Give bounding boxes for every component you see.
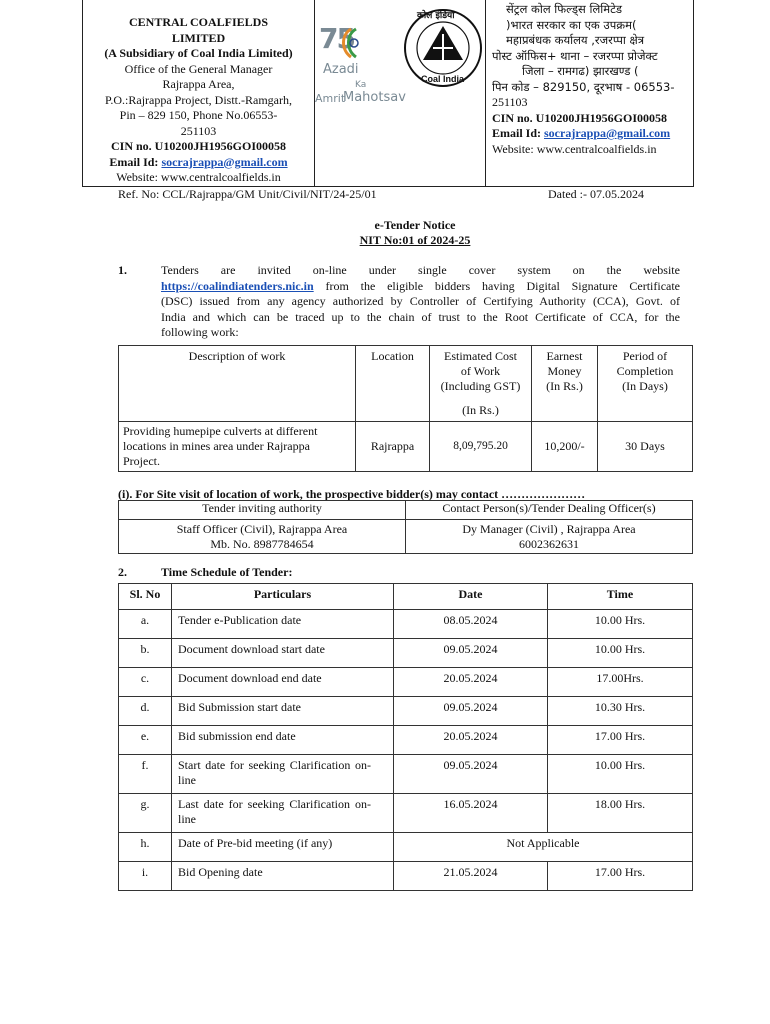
row-time: 18.00 Hrs. [548,794,693,833]
schedule-row [119,755,693,794]
company-name: CENTRAL COALFIELDS [128,15,269,29]
email-link[interactable]: socrajrappa@gmail.com [161,154,288,169]
work-earnest-money: 10,200/- [532,422,598,472]
row-date: 08.05.2024 [394,610,548,639]
header-particulars: Particulars [172,584,394,610]
row-particular: Document download end date [172,668,394,697]
para-1-line-5: following work: [161,325,239,339]
website-line: Website: www.centralcoalfields.in [116,170,281,184]
header-estimated-cost: Estimated Cost of Work (Including GST) (In Rs.) [430,346,532,422]
schedule-row [119,726,693,755]
contact-person: Dy Manager (Civil) , Rajrappa Area 6002362631 [406,520,693,554]
address-line-2: Pin – 829 150, Phone No.06553- [119,108,278,122]
row-time: 17.00Hrs. [548,668,693,697]
schedule-row [119,639,693,668]
site-visit-heading: (i). For Site visit of location of work, the prospective bidder(s) may contact ………………… [118,487,586,501]
hindi-line-3: महाप्रबंधक कर्यालय ,रजरप्पा क्षेत्र [506,33,645,47]
schedule-row [119,794,693,833]
row-sl-no: a. [119,610,172,639]
website-line-right: Website: www.centralcoalfields.in [492,141,657,156]
para-1-line-2: https://coalindiatenders.nic.in from the eligible bidders having Digital Signature Certificate [161,278,681,293]
row-sl-no: e. [119,726,172,755]
tender-authority-header: Tender inviting authority [119,501,406,520]
para-1-line-1 [161,263,680,279]
row-date: 20.05.2024 [394,668,548,697]
para-1 [161,263,680,341]
row-not-applicable: Not Applicable [394,833,693,862]
row-particular: Date of Pre-bid meeting (if any) [172,833,394,862]
logo-ka: Ka [355,80,367,90]
work-table-header [119,346,693,422]
row-time: 10.00 Hrs. [548,755,693,794]
para-1-line-4: India and which can be traced up to the chain of trust to the Root Certificate of CCA, for the [161,309,680,324]
coal-india-logo [403,2,483,94]
address-line-3: 251103 [180,123,217,138]
office-line: Office of the General Manager [124,61,273,76]
area-line: Rajrappa Area, [162,77,235,91]
hindi-line-6: पिन कोड – 829150, दूरभाष - 06553- [492,79,675,94]
work-estimated-cost: 8,09,795.20 [430,422,532,472]
logo-mahotsav: Mahotsav [343,90,406,105]
hindi-line-5: जिला – रामगढ) झारखण्ड ( [522,64,639,78]
section-number-1: 1. [118,263,127,277]
row-time: 10.00 Hrs. [548,610,693,639]
para-1-word: on [572,263,585,277]
work-description: Providing humepipe culverts at different locations in mines area under Rajrappa Project. [119,422,356,472]
cin-line: CIN no. U10200JH1956GOI00058 [110,139,286,153]
para-1-word: invited [257,263,291,277]
reference-number: Ref. No: CCL/Rajrappa/GM Unit/Civil/NIT/24-25/01 [118,187,377,201]
work-period: 30 Days [598,422,693,472]
row-sl-no: f. [119,755,172,794]
work-location: Rajrappa [356,422,430,472]
schedule-header-row [119,584,693,610]
row-particular: Document download start date [172,639,394,668]
logo-amrit: Amrit [315,92,346,105]
para-1-word: the [606,263,622,277]
row-particular: Last date for seeking Clarification on-line [172,794,394,833]
row-date: 09.05.2024 [394,639,548,668]
logo-azadi: Azadi [323,62,359,77]
letterhead-english: CENTRAL COALFIELDS LIMITED (A Subsidiary of Coal India Limited) Office of the General Manager Rajrappa Area, P.O.:Rajrappa Project, Distt.-Ramgarh, Pin – 829 150, Phone No.06553- 251103 CIN no. U10200JH1956GOI00058 Email Id: socrajrappa@gmail.com Website: www.centralcoalfields.in [83,0,315,186]
header-period: Period of Completion (In Days) [598,346,693,422]
site-visit-table [118,500,693,554]
row-particular: Bid submission end date [172,726,394,755]
contact-person-header: Contact Person(s)/Tender Dealing Officer(s) [406,501,693,520]
coal-india-hindi: कोल इंडिया [417,11,455,21]
para-1-word: single [418,263,447,277]
row-particular: Tender e-Publication date [172,610,394,639]
work-table [118,345,693,472]
para-1-word: Tenders [161,263,199,277]
row-date: 20.05.2024 [394,726,548,755]
row-time: 17.00 Hrs. [548,726,693,755]
header-location: Location [356,346,430,422]
coal-india-english: Coal India [421,74,465,84]
logo-75: 75 [319,22,354,55]
row-sl-no: d. [119,697,172,726]
schedule-row [119,697,693,726]
para-1-word: system [517,263,551,277]
logo-flag-swoosh [337,26,365,60]
nit-number: NIT No:01 of 2024-25 [359,233,471,247]
header-date: Date [394,584,548,610]
row-date: 09.05.2024 [394,697,548,726]
logo-area [315,0,485,186]
para-1-word: website [643,263,680,277]
email-line: Email Id: socrajrappa@gmail.com [109,154,288,169]
email-line-right: Email Id: socrajrappa@gmail.com [492,126,671,140]
row-time: 10.30 Hrs. [548,697,693,726]
row-particular: Bid Submission start date [172,697,394,726]
notice-title: e-Tender Notice [374,218,456,232]
section-number-2: 2. [118,565,127,579]
azadi-ka-amrit-mahotsav-logo [315,22,406,118]
tender-portal-link[interactable]: https://coalindiatenders.nic.in [161,278,314,293]
hindi-line-7: 251103 [492,95,528,109]
para-1-line-3: (DSC) issued from any agency authorized by Controller of Certifying Authority (CCA), Govt. of [161,294,680,308]
row-date: 09.05.2024 [394,755,548,794]
header-earnest-money: Earnest Money (In Rs.) [532,346,598,422]
header-description: Description of work [119,346,356,422]
letterhead [82,0,694,187]
row-time: 10.00 Hrs. [548,639,693,668]
hindi-line-2: )भारत सरकार का एक उपक्रम( [506,17,637,32]
tender-authority: Staff Officer (Civil), Rajrappa Area Mb. No. 8987784654 [119,520,406,554]
header-time: Time [548,584,693,610]
row-particular: Bid Opening date [172,862,394,891]
row-sl-no: g. [119,794,172,833]
row-sl-no: b. [119,639,172,668]
address-line-1: P.O.:Rajrappa Project, Distt.-Ramgarh, [105,92,292,107]
row-time: 17.00 Hrs. [548,862,693,891]
schedule-row [119,610,693,639]
schedule-table [118,583,693,891]
hindi-line-4: पोस्ट ऑफिस+ थाना – रजरप्पा प्रोजेक्ट [492,48,658,63]
para-1-word: on-line [312,263,347,277]
schedule-row [119,668,693,697]
row-sl-no: i. [119,862,172,891]
schedule-heading: Time Schedule of Tender: [161,565,293,579]
row-date: 21.05.2024 [394,862,548,891]
header-sl-no: Sl. No [119,584,172,610]
dated: Dated :- 07.05.2024 [548,187,644,201]
cin-line-right: CIN no. U10200JH1956GOI00058 [492,110,668,125]
schedule-row [119,833,693,862]
para-1-word: are [220,263,236,277]
row-date: 16.05.2024 [394,794,548,833]
work-table-row [119,422,693,472]
hindi-line-1: सेंट्रल कोल फिल्ड्स लिमिटेड [506,2,623,16]
subsidiary-line: (A Subsidiary of Coal India Limited) [104,46,293,60]
row-particular: Start date for seeking Clarification on-line [172,755,394,794]
row-sl-no: c. [119,668,172,697]
schedule-row [119,862,693,891]
email-link-right[interactable]: socrajrappa@gmail.com [544,126,671,140]
para-1-word: under [368,263,397,277]
letterhead-hindi [485,0,693,186]
para-1-word: cover [468,263,496,277]
row-sl-no: h. [119,833,172,862]
